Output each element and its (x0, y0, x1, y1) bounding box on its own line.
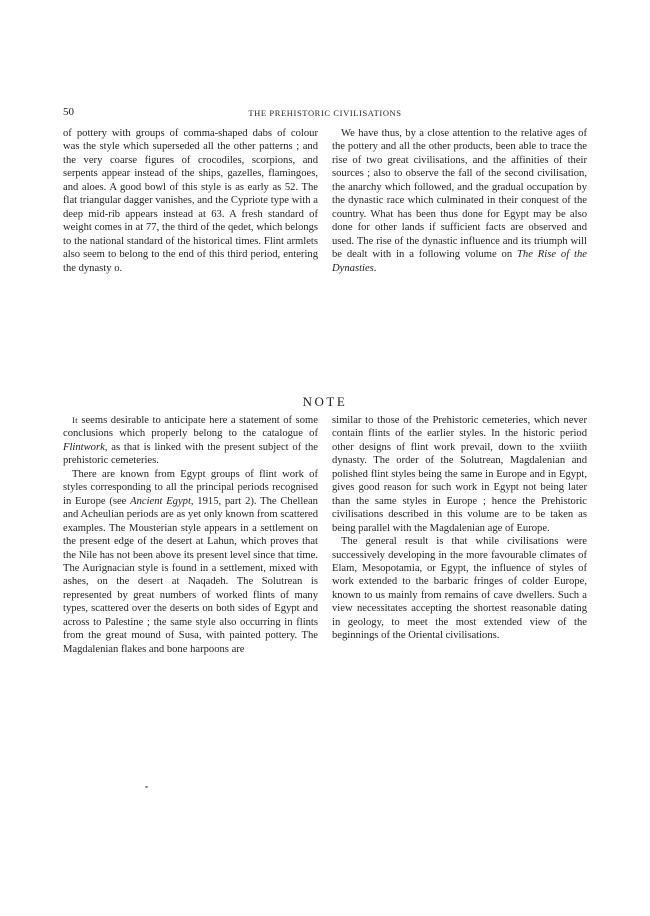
ink-speck (145, 786, 148, 788)
paragraph-text: , as that is linked with the present subject of the prehistoric cemeteries. (63, 441, 318, 467)
paragraph-text: similar to those of the Prehistoric cemeteries, which never contain flints of the earlier styles. In the historic period other designs of flint work prevail, down to the xviiith dynasty. The order of the Solutrean, Magdalenian and polished flint styles being the same in Europe and in Egypt, gives good reason for such work in Egypt not being later than the same styles in Europe ; hence the Prehistoric civilisations described in this volume are to be taken as being parallel with the Magdalenian age of Europe. (332, 415, 587, 534)
book-title: Ancient Egypt (130, 495, 191, 507)
paragraph-text: , 1915, part 2). The Chellean and Acheulian periods are as yet only known from scattered examples. The Mousterian style appears in a settlement on the present edge of the desert at Lahun, which proves that the Nile has not been above its present level since that time. The Aurignacian style is found in a settlement, mixed with ashes, on the desert at Naqadeh. The Solutrean is represented by great numbers of worked flints of many types, scattered over the deserts on both sides of Egypt and across to Palestine ; the same style also occurring in flints from the great mound of Susa, with painted pottery. The Magdalenian flakes and bone harpoons are (63, 495, 318, 655)
paragraph-text: The general result is that while civilisations were successively developing in the more favourable climates of Elam, Mesopotamia, or Egypt, the influence of styles of work extended to the barbaric fringes of colder Europe, known to us mainly from remains of cave dwellers. Such a view necessitates accepting the shortest reasonable dating in geology, to meet the most extended view of the beginnings of the Oriental civilisations. (332, 536, 587, 642)
page-number: 50 (63, 106, 74, 118)
paragraph (63, 127, 318, 275)
note-left-column (63, 414, 318, 656)
paragraph (332, 127, 587, 275)
top-right-column (332, 127, 587, 275)
lead-word: It (72, 415, 78, 425)
paragraph (332, 414, 587, 535)
book-title: The Rise of the Dynasties (332, 249, 587, 274)
book-title: Flintwork (63, 441, 105, 453)
paragraph-text: of pottery with groups of comma-shaped dabs of colour was the style which superseded all the other patterns ; and the very coarse figures of crocodiles, scorpions, and serpents appear instead of the ships, gazelles, flamingoes, and aloes. A good bowl of this style is as early as 52. The flat triangular dagger vanishes, and the Cypriote type with a deep mid-rib appears instead at 63. A fresh standard of weight comes in at 77, the third of the qedet, which belongs to the national standard of the historical times. Flint armlets also seem to belong to the end of this third period, entering the dynasty o. (63, 128, 318, 274)
paragraph (63, 468, 318, 656)
paragraph-text: . (373, 262, 377, 274)
note-right-column (332, 414, 587, 643)
paragraph-text: We have thus, by a close attention to the relative ages of the pottery and all the other products, been able to trace the rise of two great civilisations, and the affinities of their sources ; also to observe the fall of the second civilisation, the anarchy which followed, and the gradual occupation by the dynastic race which culminated in their conquest of the country. What has been thus done for Egypt may be also done for other lands if sufficient facts are observed and used. The rise of the dynastic influence and its triumph will be dealt with in a following volume on (332, 128, 587, 261)
note-heading: NOTE (302, 394, 348, 409)
paragraph (63, 414, 318, 468)
paragraph-text: There are known from Egypt groups of flint work of styles corresponding to all the principal periods recognised in Europe (see (63, 468, 318, 507)
paragraph (332, 535, 587, 643)
running-head: THE PREHISTORIC CIVILISATIONS (248, 108, 402, 118)
top-left-column (63, 127, 318, 275)
paragraph-text: seems desirable to anticipate here a statement of some conclusions which properly belong to the catalogue of (63, 415, 318, 440)
